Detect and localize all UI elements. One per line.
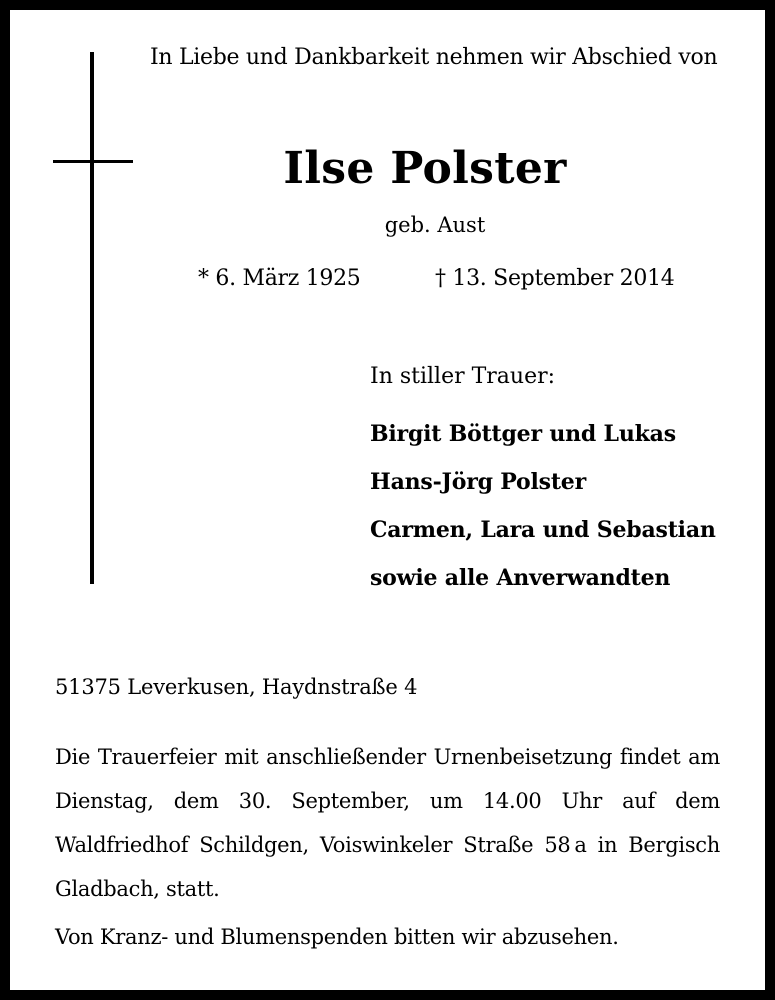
deceased-name: Ilse Polster	[283, 143, 567, 194]
mourners-list	[370, 416, 716, 608]
mourner-item: sowie alle Anverwandten	[370, 565, 671, 591]
mourner-item: Hans-Jörg Polster	[370, 469, 586, 495]
maiden-name: geb. Aust	[384, 213, 486, 237]
cross-icon-vertical	[90, 52, 94, 584]
mourner-item: Carmen, Lara und Sebastian	[370, 517, 716, 543]
death-date: † 13. September 2014	[435, 266, 675, 291]
ceremony-details: Die Trauerfeier mit anschließender Urnenbeisetzung findet am Dienstag, dem 30. September, um 14.00 Uhr auf dem Waldfriedhof Schildgen, Voiswinkeler Straße 58 a in Bergisch Gladbach, statt.	[55, 745, 720, 901]
birth-date: * 6. März 1925	[198, 266, 361, 291]
address: 51375 Leverkusen, Haydnstraße 4	[55, 675, 418, 699]
flowers-request: Von Kranz- und Blumenspenden bitten wir abzusehen.	[55, 925, 619, 949]
intro-text: In Liebe und Dankbarkeit nehmen wir Abschied von	[150, 45, 718, 70]
mourning-label: In stiller Trauer:	[370, 364, 556, 389]
cross-icon-horizontal	[53, 160, 133, 163]
mourner-item: Birgit Böttger und Lukas	[370, 421, 676, 447]
